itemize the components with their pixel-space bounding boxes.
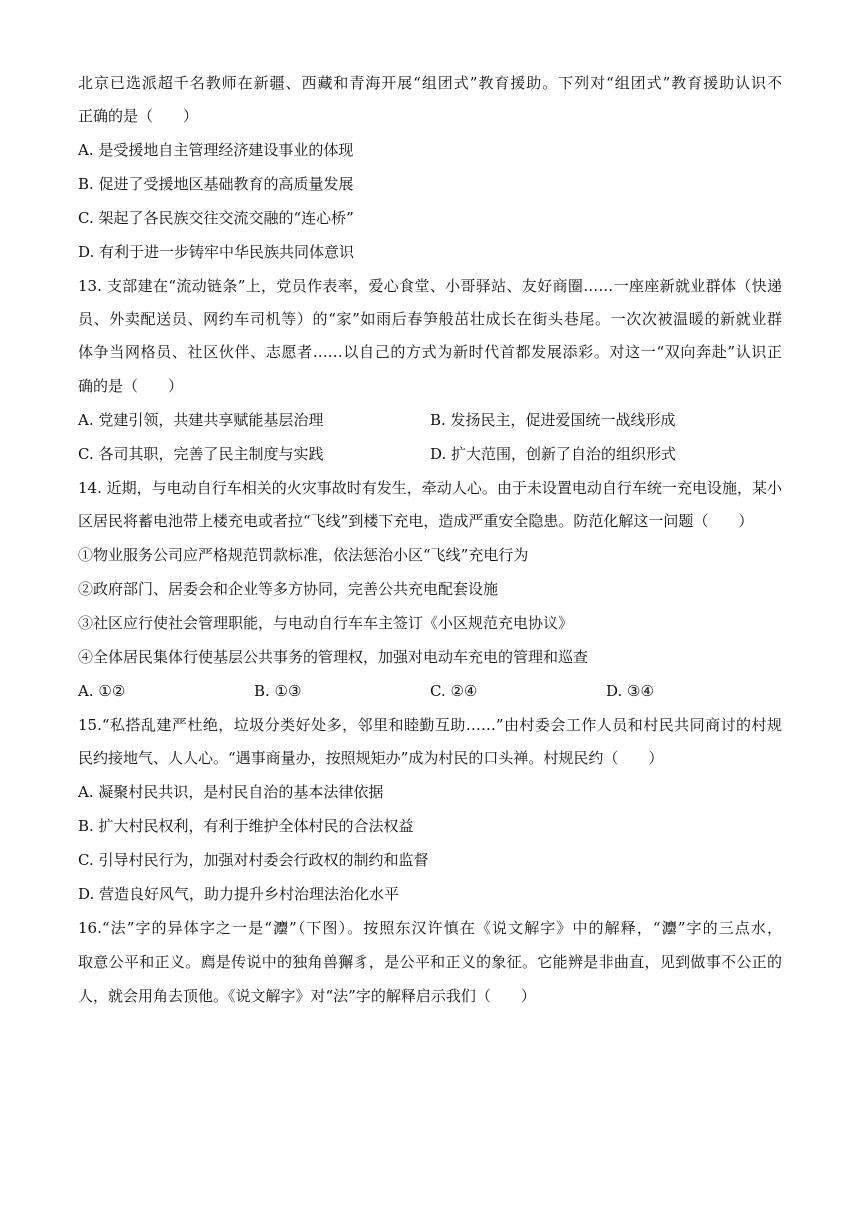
q13-stem-line-2: 员、外卖配送员、网约车司机等）的“家”如雨后春笋般茁壮成长在街头巷尾。一次次被温暖的新就业群: [78, 310, 782, 328]
q15-stem-line-1: 15.“私搭乱建严杜绝，垃圾分类好处多，邻里和睦勤互助……”由村委会工作人员和村民共同商讨的村规: [78, 716, 782, 734]
q14-statement-4: ④全体居民集体行使基层公共事务的管理权，加强对电动车充电的管理和巡查: [78, 648, 589, 666]
q13-stem-line-4: 确的是（ ）: [78, 377, 184, 395]
q14-statement-3: ③社区应行使社会管理职能，与电动自行车车主签订《小区规范充电协议》: [78, 614, 574, 632]
q12-option-b: B. 促进了受援地区基础教育的高质量发展: [78, 175, 354, 193]
q16-stem-line-3: 人，就会用角去顶他。《说文解字》对“法”字的解释启示我们（ ）: [78, 987, 536, 1005]
q13-stem-line-1: 13. 支部建在“流动链条”上，党员作表率，爱心食堂、小哥驿站、友好商圈……一座座新就业群体（快递: [78, 277, 782, 295]
q14-option-c: C. ②④: [430, 682, 478, 700]
q14-statement-1: ①物业服务公司应严格规范罚款标准，依法惩治小区“飞线”充电行为: [78, 546, 529, 564]
q16-stem-line-1: 16.“法”字的异体字之一是“灋”（下图）。按照东汉许慎在《说文解字》中的解释，“灋”字的三点水，: [78, 919, 782, 937]
q13-option-d: D. 扩大范围，创新了自治的组织形式: [430, 445, 677, 463]
q13-option-c: C. 各司其职，完善了民主制度与实践: [78, 445, 324, 463]
q14-option-a: A. ①②: [78, 682, 126, 700]
q15-stem-line-2: 民约接地气、人人心。“遇事商量办，按照规矩办”成为村民的口头禅。村规民约（ ）: [78, 749, 664, 767]
q12-stem-line-2: 正确的是（ ）: [78, 107, 199, 125]
q12-option-a: A. 是受援地自主管理经济建设事业的体现: [78, 141, 354, 159]
q14-option-b: B. ①③: [254, 682, 302, 700]
q12-option-c: C. 架起了各民族交往交流交融的“连心桥”: [78, 209, 354, 227]
q12-option-d: D. 有利于进一步铸牢中华民族共同体意识: [78, 243, 355, 261]
q15-option-c: C. 引导村民行为，加强对村委会行政权的制约和监督: [78, 851, 429, 869]
q13-option-b: B. 发扬民主，促进爱国统一战线形成: [430, 411, 676, 429]
q16-stem-line-2: 取意公平和正义。廌是传说中的独角兽獬豸，是公平和正义的象征。它能辨是非曲直，见到做事不公正的: [78, 953, 782, 971]
q15-option-d: D. 营造良好风气，助力提升乡村治理法治化水平: [78, 885, 400, 903]
q15-option-a: A. 凝聚村民共识，是村民自治的基本法律依据: [78, 783, 384, 801]
q14-stem-line-1: 14. 近期，与电动自行车相关的火灾事故时有发生，牵动人心。由于未设置电动自行车统一充电设施，某小: [78, 479, 782, 497]
q13-stem-line-3: 体争当网格员、社区伙伴、志愿者……以自己的方式为新时代首都发展添彩。对这一“双向奔赴”认识正: [78, 343, 782, 361]
q14-option-d: D. ③④: [606, 682, 654, 700]
q14-stem-line-2: 区居民将蓄电池带上楼充电或者拉“飞线”到楼下充电，造成严重安全隐患。防范化解这一问题（ ）: [78, 512, 754, 530]
q15-option-b: B. 扩大村民权利，有利于维护全体村民的合法权益: [78, 817, 414, 835]
q13-option-a: A. 党建引领，共建共享赋能基层治理: [78, 411, 324, 429]
q12-stem-line-1: 北京已选派超千名教师在新疆、西藏和青海开展“组团式”教育援助。下列对“组团式”教育援助认识不: [78, 74, 782, 92]
q14-statement-2: ②政府部门、居委会和企业等多方协同，完善公共充电配套设施: [78, 580, 499, 598]
